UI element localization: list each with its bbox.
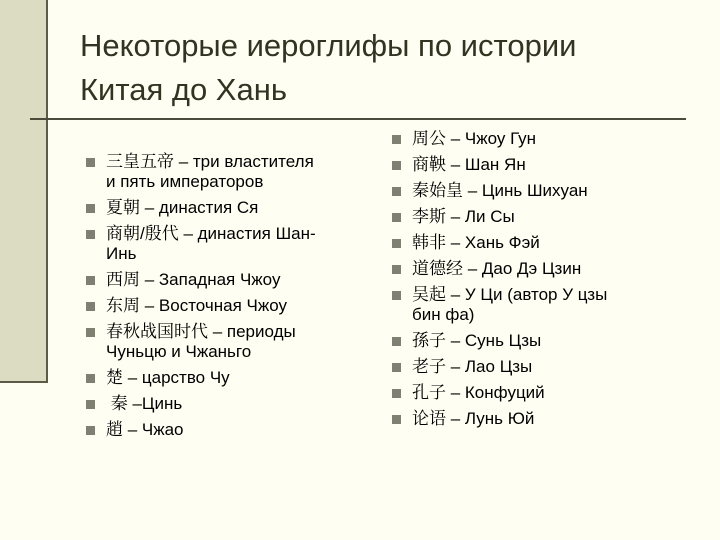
right-list-item (392, 181, 692, 201)
right-list-item (392, 357, 692, 377)
square-bullet-icon (392, 291, 401, 300)
slide-title (80, 24, 700, 112)
right-list-item (392, 409, 692, 429)
side-band-base-rule (0, 381, 48, 383)
square-bullet-icon (86, 426, 95, 435)
right-list-item (392, 331, 692, 351)
square-bullet-icon (392, 363, 401, 372)
right-list-item (392, 129, 692, 149)
right-list-item (392, 259, 692, 279)
square-bullet-icon (86, 400, 95, 409)
slide-title-line-1: Некоторые иероглифы по истории (80, 28, 577, 63)
square-bullet-icon (86, 328, 95, 337)
left-list-item-text: 趙 – Чжао (106, 420, 184, 439)
square-bullet-icon (392, 187, 401, 196)
left-list-item (86, 322, 376, 362)
square-bullet-icon (86, 276, 95, 285)
left-list-item-text: 秦 –Цинь (106, 394, 183, 413)
square-bullet-icon (392, 389, 401, 398)
right-list-item-text: 孫子 – Сунь Цзы (412, 331, 542, 350)
slide-title-line-2: Китая до Хань (80, 72, 287, 107)
left-list-item (86, 368, 376, 388)
left-list-item-text: 楚 – царство Чу (106, 368, 230, 387)
side-band (0, 0, 46, 383)
square-bullet-icon (392, 135, 401, 144)
right-list-item (392, 285, 692, 325)
right-list-item-text: 李斯 – Ли Сы (412, 207, 515, 226)
left-list-item (86, 296, 376, 316)
right-list-item-text: 论语 – Лунь Юй (412, 409, 535, 428)
square-bullet-icon (86, 158, 95, 167)
side-band-rule (46, 0, 48, 383)
right-bullet-list (392, 129, 692, 435)
left-list-item-text: Инь (106, 244, 137, 263)
left-list-item-text: Чуньцю и Чжаньго (106, 342, 252, 361)
square-bullet-icon (86, 374, 95, 383)
square-bullet-icon (392, 337, 401, 346)
left-list-item (86, 270, 376, 290)
square-bullet-icon (392, 213, 401, 222)
title-divider (30, 118, 686, 120)
left-list-item (86, 394, 376, 414)
left-list-item (86, 224, 376, 264)
right-list-item (392, 233, 692, 253)
right-list-item-text: 老子 – Лао Цзы (412, 357, 533, 376)
square-bullet-icon (86, 204, 95, 213)
right-list-item (392, 383, 692, 403)
left-list-item (86, 198, 376, 218)
left-list-item-text: 春秋战国时代 – периоды (106, 322, 296, 341)
square-bullet-icon (392, 415, 401, 424)
left-list-item-text: 三皇五帝 – три властителя (106, 152, 314, 171)
right-list-item-text: 道德经 – Дао Дэ Цзин (412, 259, 582, 278)
right-list-item-text: 吴起 – У Ци (автор У цзы (412, 285, 608, 304)
square-bullet-icon (86, 302, 95, 311)
right-list-item (392, 207, 692, 227)
square-bullet-icon (392, 161, 401, 170)
square-bullet-icon (86, 230, 95, 239)
left-list-item-text: и пять императоров (106, 172, 264, 191)
right-list-item-text: 商鞅 – Шан Ян (412, 155, 526, 174)
square-bullet-icon (392, 239, 401, 248)
left-list-item-text: 夏朝 – династия Ся (106, 198, 259, 217)
right-list-item-text: 秦始皇 – Цинь Шихуан (412, 181, 588, 200)
right-list-item (392, 155, 692, 175)
left-bullet-list (86, 152, 376, 446)
square-bullet-icon (392, 265, 401, 274)
left-list-item-text: 西周 – Западная Чжоу (106, 270, 281, 289)
right-list-item-text: 韩非 – Хань Фэй (412, 233, 540, 252)
right-list-item-text: бин фа) (412, 305, 475, 324)
left-list-item-text: 东周 – Восточная Чжоу (106, 296, 287, 315)
right-list-item-text: 孔子 – Конфуций (412, 383, 545, 402)
left-list-item-text: 商朝/殷代 – династия Шан- (106, 224, 316, 243)
right-list-item-text: 周公 – Чжоу Гун (412, 129, 537, 148)
left-list-item (86, 152, 376, 192)
left-list-item (86, 420, 376, 440)
